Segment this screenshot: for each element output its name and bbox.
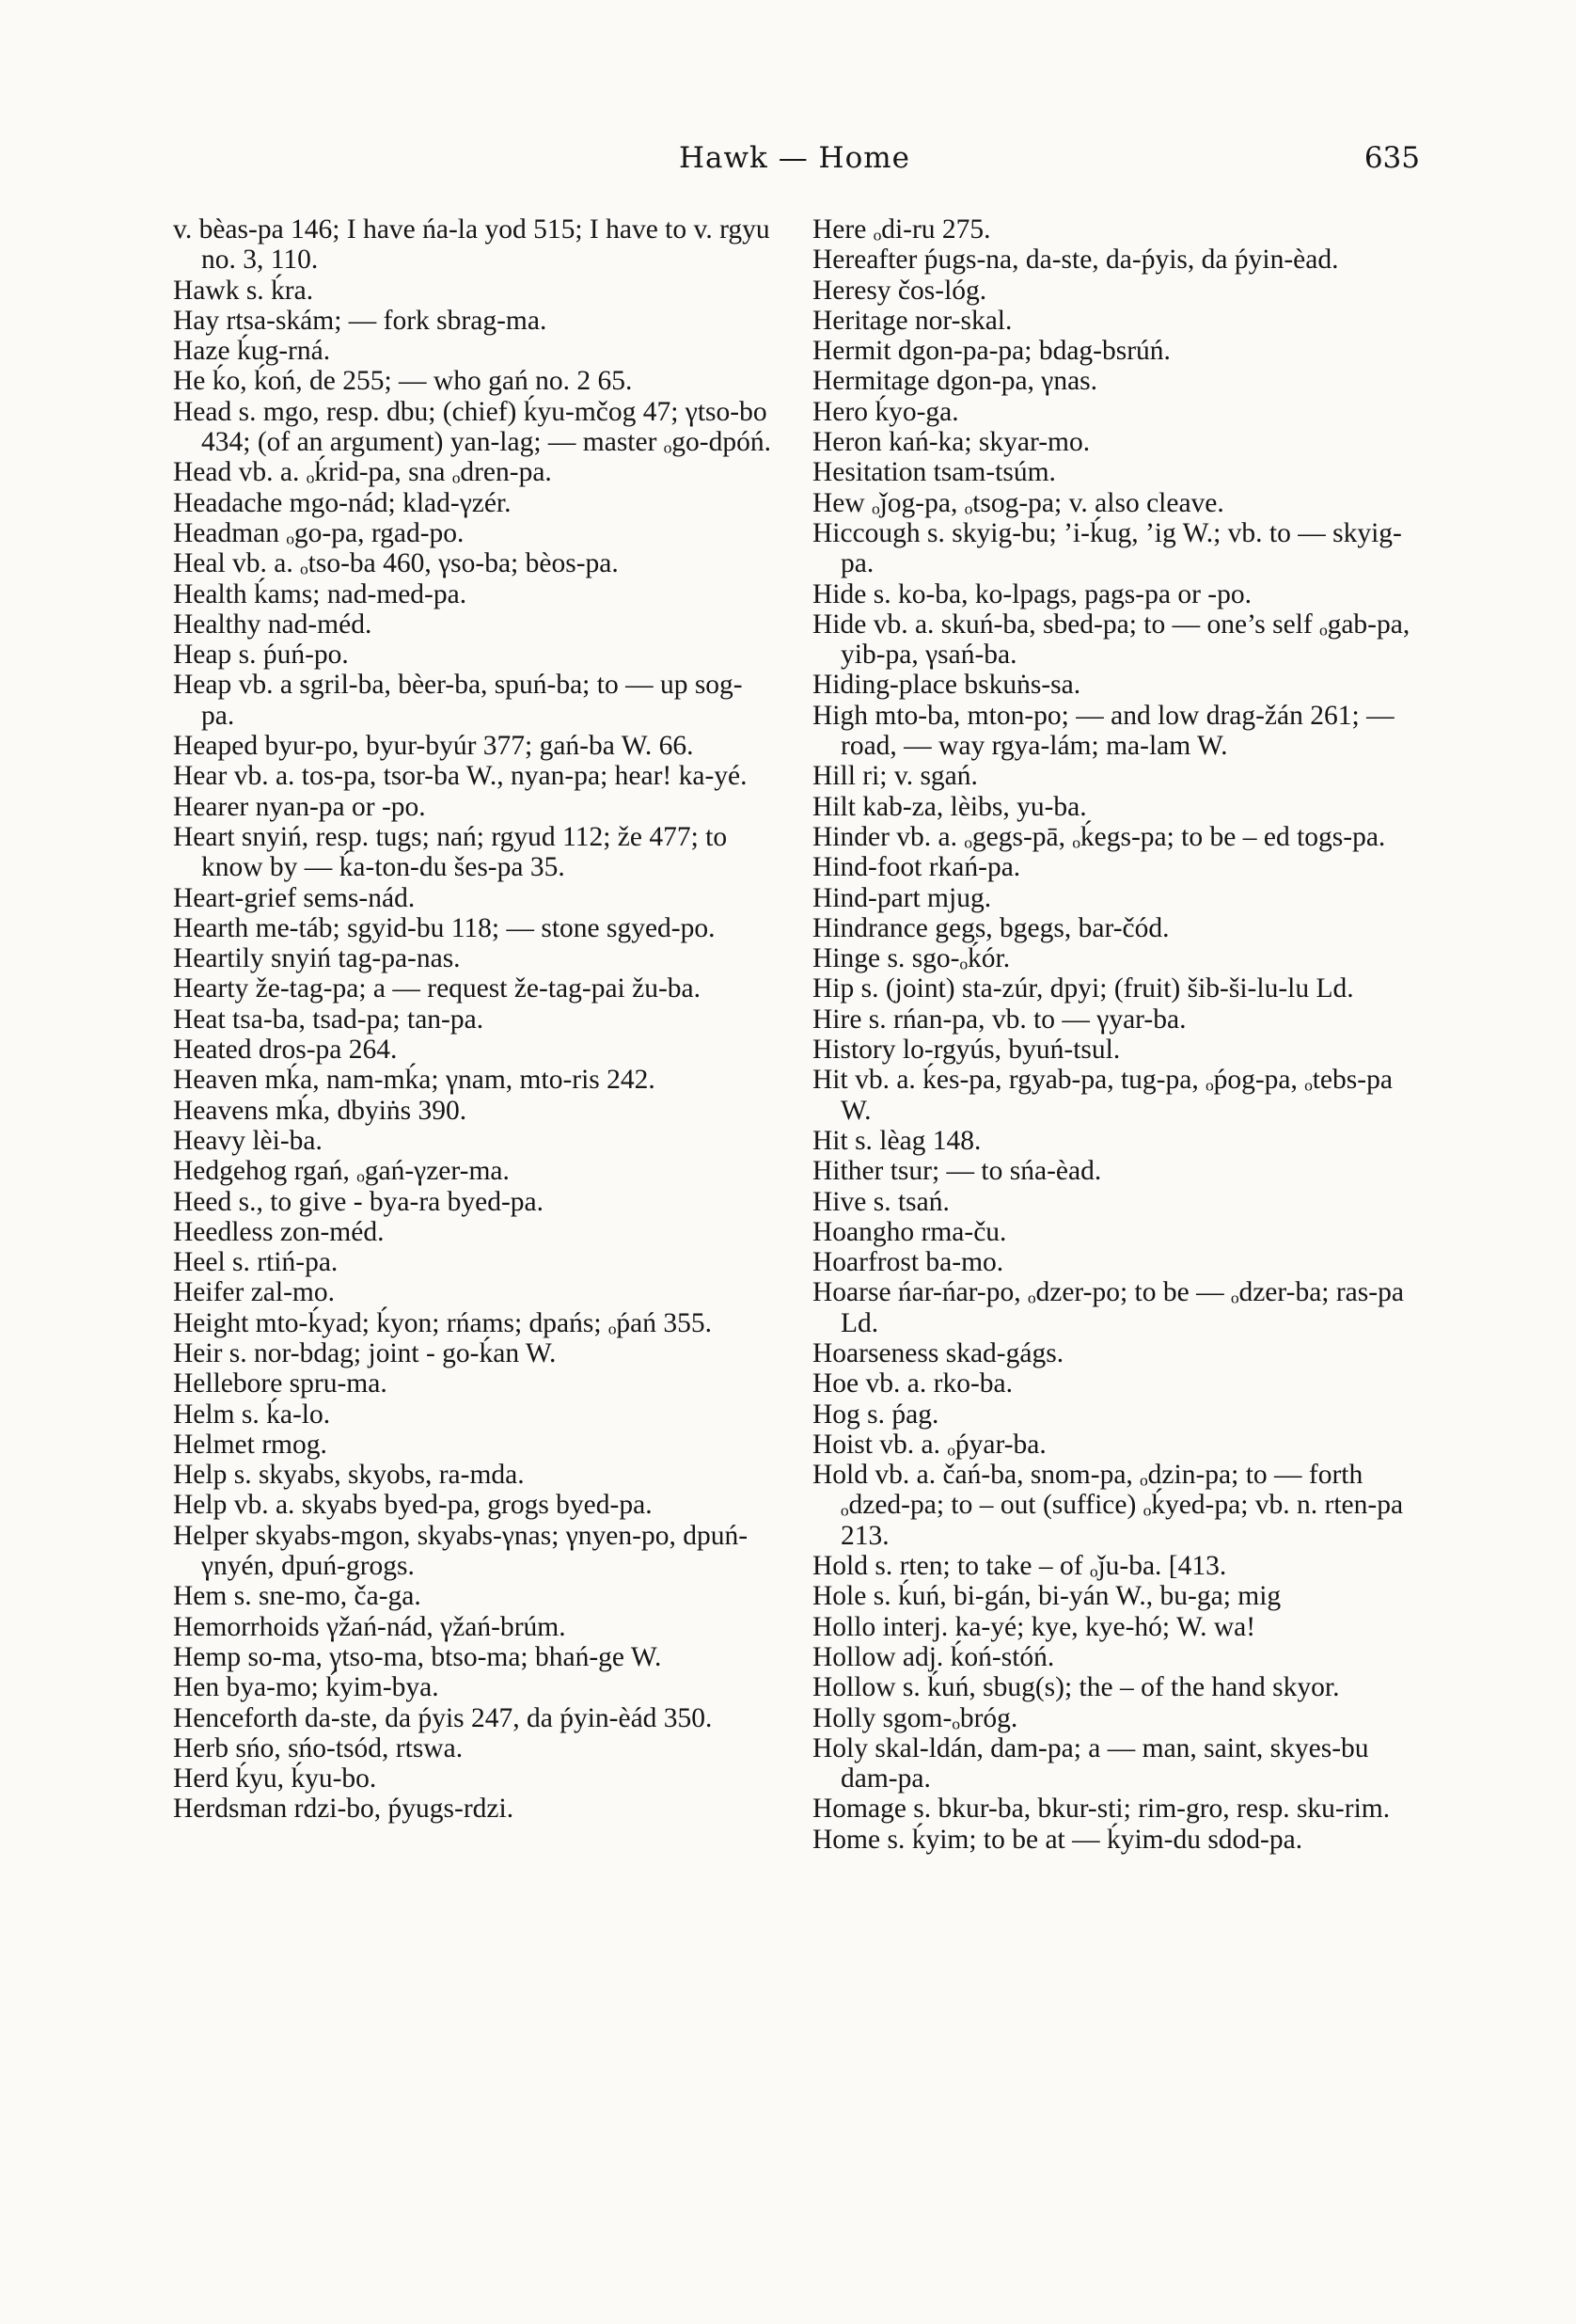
right-column bbox=[812, 214, 1424, 1855]
dictionary-entry: Haze ḱug-rná. bbox=[173, 336, 331, 367]
dictionary-entry: Hill ri; v. sgań. bbox=[812, 761, 978, 792]
dictionary-entry: Hide vb. a. skuń-ba, sbed-pa; to — one’s self ₒgab-pa, yib-pa, γsań-ba. bbox=[812, 609, 1411, 671]
dictionary-entry: Hoist vb. a. ₒṕyar-ba. bbox=[812, 1429, 1047, 1460]
dictionary-entry: Hedgehog rgań, ₒgań-γzer-ma. bbox=[173, 1156, 510, 1187]
dictionary-entry: Hind-foot rkań-pa. bbox=[812, 852, 1021, 883]
dictionary-entry: Home s. ḱyim; to be at — ḱyim-du sdod-pa. bbox=[812, 1824, 1303, 1855]
dictionary-entry: Helper skyabs-mgon, skyabs-γnas; γnyen-po, dpuń-γnyén, dpuń-grogs. bbox=[173, 1520, 749, 1582]
dictionary-entry: History lo-rgyús, byuń-tsul. bbox=[812, 1035, 1121, 1066]
page-number: 635 bbox=[1363, 141, 1420, 175]
dictionary-entry: Healthy nad-méd. bbox=[173, 609, 372, 640]
dictionary-entry: Heifer zal-mo. bbox=[173, 1277, 335, 1308]
dictionary-entry: Holy skal-ldán, dam-pa; a — man, saint, skyes-bu dam-pa. bbox=[812, 1732, 1369, 1794]
dictionary-entry: Hero ḱyo-ga. bbox=[812, 396, 959, 427]
dictionary-entry: v. bèas-pa 146; I have ńa-la yod 515; I have to v. rgyu no. 3, 110. bbox=[173, 214, 770, 276]
dictionary-entry: Heedless zon-méd. bbox=[173, 1216, 385, 1247]
dictionary-entry: Hemp so-ma, γtso-ma, btso-ma; bhań-ge W. bbox=[173, 1641, 662, 1672]
dictionary-entry: He ḱo, ḱoń, de 255; — who gań no. 2 65. bbox=[173, 366, 633, 397]
dictionary-entry: Hereafter ṕugs-na, da-ste, da-ṕyis, da ṕyin-èad. bbox=[812, 245, 1339, 276]
dictionary-entry: Hem s. sne-mo, ča-ga. bbox=[173, 1581, 421, 1612]
dictionary-entry: Hear vb. a. tos-pa, tsor-ba W., nyan-pa; hear! ka-yé. bbox=[173, 761, 748, 792]
dictionary-entry: Holly sgom-ₒbróg. bbox=[812, 1702, 1018, 1733]
dictionary-entry: Hoe vb. a. rko-ba. bbox=[812, 1368, 1013, 1399]
dictionary-entry: Heel s. rtiń-pa. bbox=[173, 1247, 339, 1278]
dictionary-entry: Heart snyiń, resp. tugs; nań; rgyud 112; že 477; to know by — ḱa-ton-du šes-pa 35. bbox=[173, 821, 728, 883]
dictionary-entry: Hay rtsa-skám; — fork sbrag-ma. bbox=[173, 305, 547, 336]
dictionary-entry: Hide s. ko-ba, ko-lpags, pags-pa or -po. bbox=[812, 578, 1252, 609]
dictionary-entry: Hellebore spru-ma. bbox=[173, 1368, 387, 1399]
dictionary-entry: Hire s. rńan-pa, vb. to — γyar-ba. bbox=[812, 1004, 1187, 1035]
page-header bbox=[169, 141, 1420, 188]
dictionary-entry: Hold s. rten; to take – of ₒǰu-ba. [413. bbox=[812, 1551, 1227, 1582]
dictionary-entry: Heresy čos-lóg. bbox=[812, 275, 987, 306]
dictionary-entry: Hoarse ńar-ńar-po, ₒdzer-po; to be — ₒdzer-ba; ras-pa Ld. bbox=[812, 1277, 1404, 1338]
dictionary-entry: Headache mgo-nád; klad-γzér. bbox=[173, 487, 512, 518]
dictionary-entry: Heat tsa-ba, tsad-pa; tan-pa. bbox=[173, 1004, 484, 1035]
dictionary-entry: Hither tsur; — to sńa-èad. bbox=[812, 1156, 1102, 1187]
dictionary-entry: High mto-ba, mton-po; — and low drag-žán 261; — road, — way rgya-lám; ma-lam W. bbox=[812, 700, 1395, 762]
dictionary-entry: Hold vb. a. čań-ba, snom-pa, ₒdzin-pa; to — forth ₒdzed-pa; to – out (suffice) ₒḱyed-pa; vb. n. rten-pa 213. bbox=[812, 1460, 1404, 1551]
dictionary-entry: Hiding-place bskuṅs-sa. bbox=[812, 670, 1081, 701]
dictionary-entry: Help vb. a. skyabs byed-pa, grogs byed-pa. bbox=[173, 1490, 653, 1521]
dictionary-entry: Heap s. ṕuń-po. bbox=[173, 640, 349, 671]
dictionary-entry: Heritage nor-skal. bbox=[812, 305, 1013, 336]
dictionary-entry: Hind-part mjug. bbox=[812, 882, 992, 913]
left-column bbox=[173, 214, 775, 1825]
dictionary-entry: Homage s. bkur-ba, bkur-sti; rim-gro, resp. sku-rim. bbox=[812, 1794, 1391, 1825]
dictionary-entry: Hindrance gegs, bgegs, bar-čód. bbox=[812, 912, 1170, 943]
dictionary-entry: Hearth me-táb; sgyid-bu 118; — stone sgyed-po. bbox=[173, 912, 716, 943]
dictionary-entry: Health ḱams; nad-med-pa. bbox=[173, 578, 467, 609]
dictionary-entry: Hit vb. a. ḱes-pa, rgyab-pa, tug-pa, ₒṕog-pa, ₒtebs-pa W. bbox=[812, 1065, 1393, 1126]
dictionary-entry: Heated dros-pa 264. bbox=[173, 1035, 398, 1066]
dictionary-entry: Heed s., to give - bya-ra byed-pa. bbox=[173, 1186, 544, 1217]
dictionary-entry: Heir s. nor-bdag; joint - go-ḱan W. bbox=[173, 1337, 557, 1368]
dictionary-entry: Hearty že-tag-pa; a — request že-tag-pai žu-ba. bbox=[173, 973, 701, 1004]
dictionary-entry: Hole s. ḱuń, bi-gán, bi-yán W., bu-ga; mig bbox=[812, 1581, 1282, 1612]
dictionary-entry: Headman ₒgo-pa, rgad-po. bbox=[173, 517, 465, 548]
dictionary-entry: Heavens mḱa, dbyiṅs 390. bbox=[173, 1095, 467, 1126]
dictionary-entry: Herdsman rdzi-bo, ṕyugs-rdzi. bbox=[173, 1794, 514, 1825]
dictionary-entry: Hollow s. ḱuń, sbug(s); the – of the hand skyor. bbox=[812, 1672, 1340, 1703]
dictionary-entry: Hip s. (joint) sta-zúr, dpyi; (fruit) šib-ši-lu-lu Ld. bbox=[812, 973, 1354, 1004]
dictionary-entry: Heap vb. a sgril-ba, bèer-ba, spuń-ba; to — up sog-pa. bbox=[173, 670, 743, 731]
dictionary-entry: Hew ₒǰog-pa, ₒtsog-pa; v. also cleave. bbox=[812, 487, 1224, 518]
dictionary-entry: Head vb. a. ₒḱrid-pa, sna ₒdren-pa. bbox=[173, 457, 552, 488]
dictionary-entry: Heart-grief sems-nád. bbox=[173, 882, 416, 913]
dictionary-entry: Heal vb. a. ₒtso-ba 460, γso-ba; bèos-pa. bbox=[173, 548, 619, 579]
running-title: Hawk — Home bbox=[679, 141, 910, 175]
dictionary-entry: Hive s. tsań. bbox=[812, 1186, 950, 1217]
dictionary-entry: Heaven mḱa, nam-mḱa; γnam, mto-ris 242. bbox=[173, 1065, 655, 1096]
dictionary-entry: Hilt kab-za, lèibs, yu-ba. bbox=[812, 791, 1087, 822]
dictionary-entry: Hermit dgon-pa-pa; bdag-bsrúń. bbox=[812, 336, 1171, 367]
dictionary-entry: Heron kań-ka; skyar-mo. bbox=[812, 427, 1091, 458]
dictionary-entry: Hen bya-mo; ḱyim-bya. bbox=[173, 1672, 439, 1703]
dictionary-entry: Hoarfrost ba-mo. bbox=[812, 1247, 1004, 1278]
dictionary-entry: Hit s. lèag 148. bbox=[812, 1125, 982, 1156]
dictionary-entry: Hinder vb. a. ₒgegs-pā, ₒḱegs-pa; to be – ed togs-pa. bbox=[812, 821, 1386, 852]
dictionary-entry: Hoarseness skad-gágs. bbox=[812, 1337, 1064, 1368]
dictionary-entry: Hawk s. ḱra. bbox=[173, 275, 314, 306]
dictionary-entry: Heavy lèi-ba. bbox=[173, 1125, 323, 1156]
dictionary-entry: Heartily snyiń tag-pa-nas. bbox=[173, 943, 461, 974]
dictionary-entry: Head s. mgo, resp. dbu; (chief) ḱyu-mčog 47; γtso-bo 434; (of an argument) yan-lag; — master ₒgo-dpóń. bbox=[173, 396, 771, 458]
dictionary-entry: Henceforth da-ste, da ṕyis 247, da ṕyin-èád 350. bbox=[173, 1702, 713, 1733]
dictionary-entry: Help s. skyabs, skyobs, ra-mda. bbox=[173, 1460, 525, 1491]
dictionary-entry: Hearer nyan-pa or -po. bbox=[173, 791, 426, 822]
dictionary-entry: Hollo interj. ka-yé; kye, kye-hó; W. wa! bbox=[812, 1611, 1256, 1642]
dictionary-entry: Height mto-ḱyad; ḱyon; rńams; dpańs; ₒṕań 355. bbox=[173, 1307, 713, 1338]
dictionary-entry: Herb sńo, sńo-tsód, rtswa. bbox=[173, 1732, 464, 1763]
dictionary-entry: Herd ḱyu, ḱyu-bo. bbox=[173, 1763, 377, 1794]
dictionary-entry: Helmet rmog. bbox=[173, 1429, 327, 1460]
dictionary-entry: Hesitation tsam-tsúm. bbox=[812, 457, 1056, 488]
dictionary-entry: Hoangho rma-ču. bbox=[812, 1216, 1007, 1247]
dictionary-entry: Here ₒdi-ru 275. bbox=[812, 214, 991, 245]
dictionary-entry: Heaped byur-po, byur-byúr 377; gań-ba W. 66. bbox=[173, 731, 694, 762]
dictionary-entry: Hog s. ṕag. bbox=[812, 1399, 939, 1430]
dictionary-entry: Hinge s. sgo-ₒḱór. bbox=[812, 943, 1011, 974]
dictionary-entry: Hiccough s. skyig-bu; ’i-ḱug, ’ig W.; vb. to — skyig-pa. bbox=[812, 517, 1402, 579]
dictionary-entry: Hollow adj. ḱoń-stóń. bbox=[812, 1641, 1055, 1672]
dictionary-entry: Hemorrhoids γžań-nád, γžań-brúm. bbox=[173, 1611, 566, 1642]
dictionary-entry: Helm s. ḱa-lo. bbox=[173, 1399, 331, 1430]
dictionary-entry: Hermitage dgon-pa, γnas. bbox=[812, 366, 1098, 397]
